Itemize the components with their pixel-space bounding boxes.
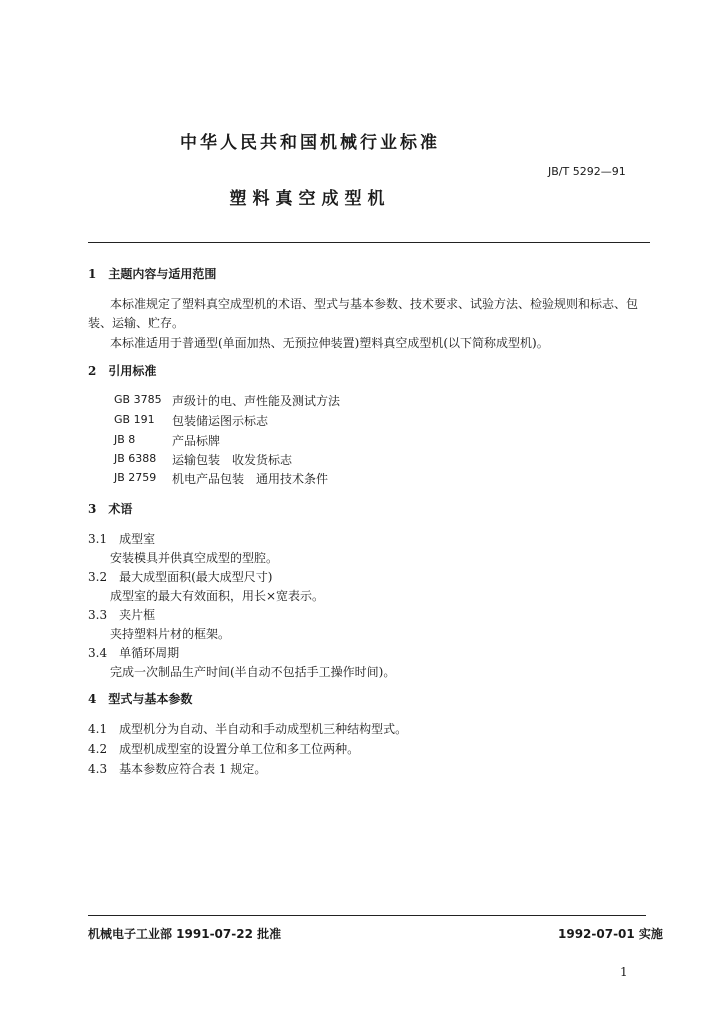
term-3-4-heading: 3.4 单循环周期 xyxy=(88,646,180,660)
term-3-2-heading: 3.2 最大成型面积(最大成型尺寸) xyxy=(88,570,273,584)
document-title: 塑料真空成型机 xyxy=(229,189,391,209)
org-title: 中华人民共和国机械行业标准 xyxy=(180,133,440,153)
section-1-para-2: 本标准适用于普通型(单面加热、无预拉伸装置)塑料真空成型机(以下简称成型机)。 xyxy=(110,336,549,350)
clause-4-1: 4.1 成型机分为自动、半自动和手动成型机三种结构型式。 xyxy=(88,722,408,736)
section-1-para-1-line-2: 装、运输、贮存。 xyxy=(88,316,185,330)
section-1-heading: 1 主题内容与适用范围 xyxy=(88,267,217,281)
section-3-heading: 3 术语 xyxy=(88,502,133,516)
section-2-heading: 2 引用标准 xyxy=(88,364,157,378)
term-3-1-definition: 安装模具并供真空成型的型腔。 xyxy=(110,551,279,565)
term-3-3-definition: 夹持塑料片材的框架。 xyxy=(110,627,231,641)
clause-4-3: 4.3 基本参数应符合表 1 规定。 xyxy=(88,762,267,776)
section-4-heading: 4 型式与基本参数 xyxy=(88,692,193,706)
reference-code: JB 8 xyxy=(114,433,136,446)
effective-date: 1992-07-01 实施 xyxy=(558,927,663,941)
footer-rule xyxy=(88,915,646,916)
term-3-1-heading: 3.1 成型室 xyxy=(88,532,156,546)
term-3-3-heading: 3.3 夹片框 xyxy=(88,608,156,622)
term-3-4-definition: 完成一次制品生产时间(半自动不包括手工操作时间)。 xyxy=(110,665,396,679)
reference-title: 运输包装 收发货标志 xyxy=(172,453,293,467)
approval-note: 机械电子工业部 1991-07-22 批准 xyxy=(88,927,282,941)
term-3-2-definition: 成型室的最大有效面积，用长×宽表示。 xyxy=(110,589,325,603)
reference-title: 机电产品包装 通用技术条件 xyxy=(172,472,329,486)
page-number: 1 xyxy=(620,965,628,979)
reference-title: 包装储运图示标志 xyxy=(172,414,269,428)
reference-title: 声级计的电、声性能及测试方法 xyxy=(172,394,341,408)
reference-code: GB 191 xyxy=(114,413,155,426)
standard-code: JB/T 5292—91 xyxy=(548,165,626,178)
reference-title: 产品标牌 xyxy=(172,434,221,448)
section-1-para-1-line-1: 本标准规定了塑料真空成型机的术语、型式与基本参数、技术要求、试验方法、检验规则和标志、包 xyxy=(110,297,639,311)
header-rule xyxy=(88,242,650,243)
reference-code: JB 2759 xyxy=(114,471,157,484)
reference-code: JB 6388 xyxy=(114,452,157,465)
clause-4-2: 4.2 成型机成型室的设置分单工位和多工位两种。 xyxy=(88,742,360,756)
reference-code: GB 3785 xyxy=(114,393,162,406)
